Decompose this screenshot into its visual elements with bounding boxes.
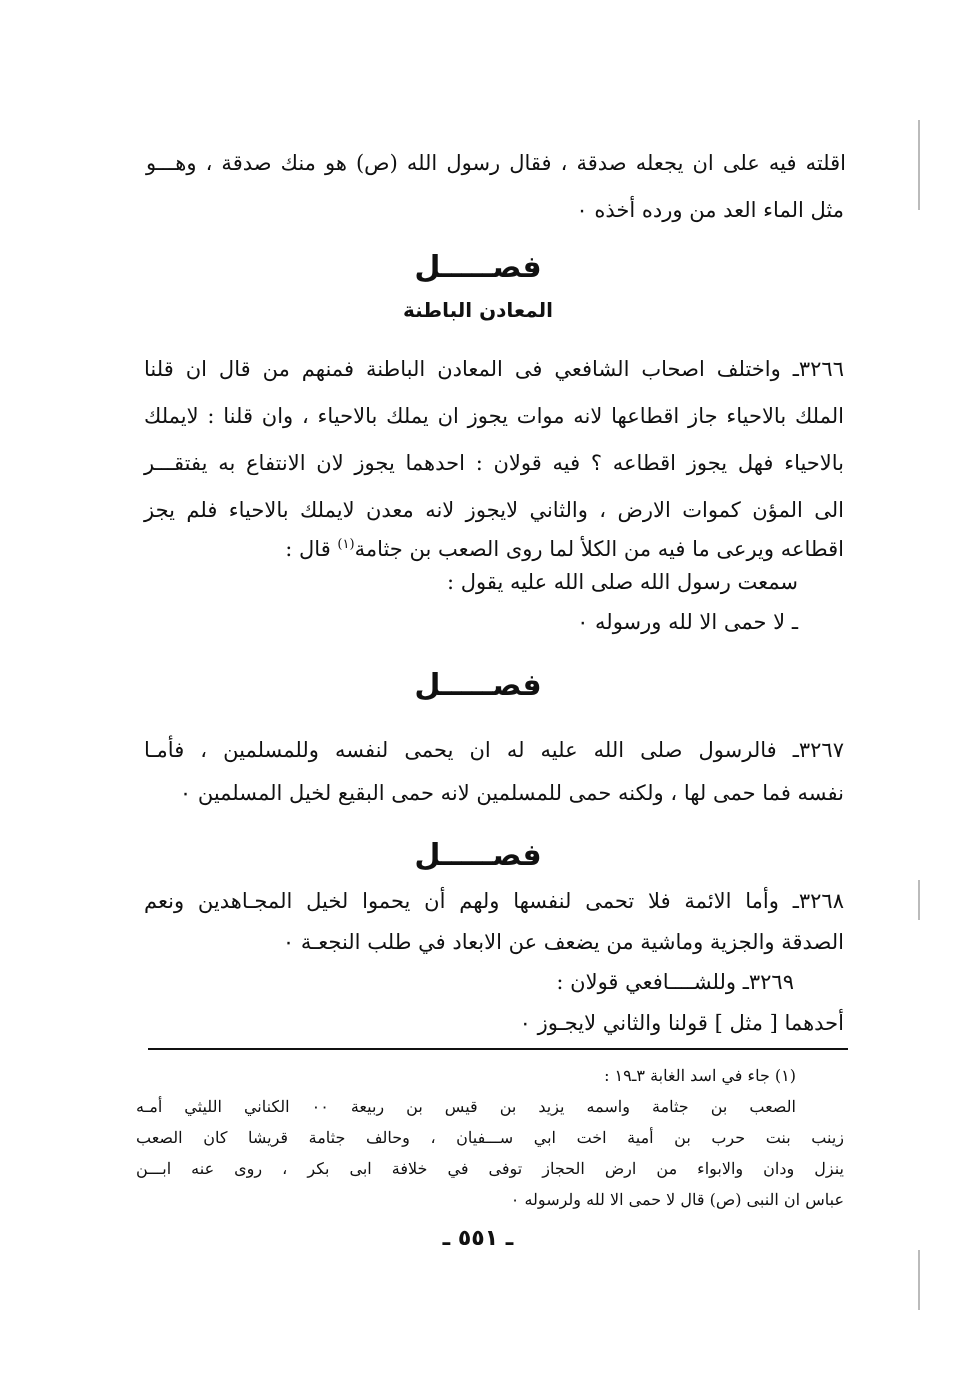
paragraph-line: ٣٢٦٦ـ واختلف اصحاب الشافعي فى المعادن الباطنة فمنهم من قال ان قلنا xyxy=(144,357,844,381)
paragraph-line: ٣٢٦٨ـ وأما الائمة فلا تحمى لنفسها ولهم أن يحموا لخيل المجـاهدين ونعم xyxy=(144,889,844,913)
intro-line: مثل الماء العد من ورده أخذه ٠ xyxy=(576,198,844,222)
paragraph-text: اقطاعه ويرعى ما فيه من الكلأ لما روى الصعب بن جثامة xyxy=(354,537,844,561)
intro-line: اقلته فيه على ان يجعله صدقة ، فقال رسول الله (ص) هو منك صدقة ، وهـــو xyxy=(146,151,846,175)
footnote-separator xyxy=(148,1048,848,1050)
quote-line: سمعت رسول الله صلى الله عليه يقول : xyxy=(447,570,798,594)
quote-line: ـ لا حمى الا لله ورسوله ٠ xyxy=(577,610,798,634)
footnote-line: عباس ان النبى (ص) قال لا حمى الا لله ولرسوله ٠ xyxy=(510,1190,844,1209)
scan-mark xyxy=(918,120,920,210)
footnote-line: ينزل ودان والابواء من ارض الحجاز توفى في خلافة ابى بكر ، روى عنه ابـــن xyxy=(136,1159,844,1178)
section-heading: فصـــــل xyxy=(414,668,542,703)
footnote-line: (١) جاء في اسد الغابة ٣ـ١٩ : xyxy=(604,1066,796,1085)
paragraph-line: نفسه فما حمى لها ، ولكنه حمى للمسلمين لانه حمى البقيع لخيل المسلمين ٠ xyxy=(179,781,844,805)
footnote-line: الصعب بن جثامة واسمه يزيد بن قيس بن ربيعة ٠٠ الكناني الليثي أمـه xyxy=(136,1097,796,1116)
footnote-ref: (١) xyxy=(337,537,355,552)
paragraph-text: قال : xyxy=(285,537,338,561)
page-number: ـ ٥٥١ ـ xyxy=(442,1226,514,1251)
paragraph-line xyxy=(285,530,844,564)
scan-mark xyxy=(918,880,920,920)
section-subheading: المعادن الباطنة xyxy=(402,298,554,322)
paragraph-line: أحدهما [ مثل ] قولنا والثاني لايجـوز ٠ xyxy=(519,1011,844,1035)
paragraph-line: ٣٢٦٧ـ فالرسول صلى الله عليه له ان يحمى لنفسه وللمسلمين ، فأمـا xyxy=(144,738,844,762)
section-heading: فصـــــل xyxy=(414,250,542,285)
paragraph-line: الصدقة والجزية وماشية من يضعف عن الابعاد في طلب النجعـة ٠ xyxy=(282,930,844,954)
paragraph-line: بالاحياء فهل يجوز اقطاعه ؟ فيه قولان : احدهما يجوز لان الانتفاع به يفتقـــر xyxy=(144,451,844,475)
section-heading: فصـــــل xyxy=(414,838,542,873)
paragraph-line: ٣٢٦٩ـ وللشــــافعي قولان : xyxy=(556,970,794,994)
footnote-line: زينب بنت حرب بن أمية اخت ابي ســـفيان ، وحالف جثامة قريشا كان الصعب xyxy=(136,1128,844,1147)
scan-mark xyxy=(918,1250,920,1310)
paragraph-line: الملك بالاحياء جاز اقطاعها لانه موات يجوز ان يملك بالاحياء ، وان قلنا : لايملك xyxy=(144,404,844,428)
paragraph-line: الى المؤن كموات الارض ، والثاني لايجوز لانه معدن لايملك بالاحياء فلم يجز xyxy=(144,498,844,522)
